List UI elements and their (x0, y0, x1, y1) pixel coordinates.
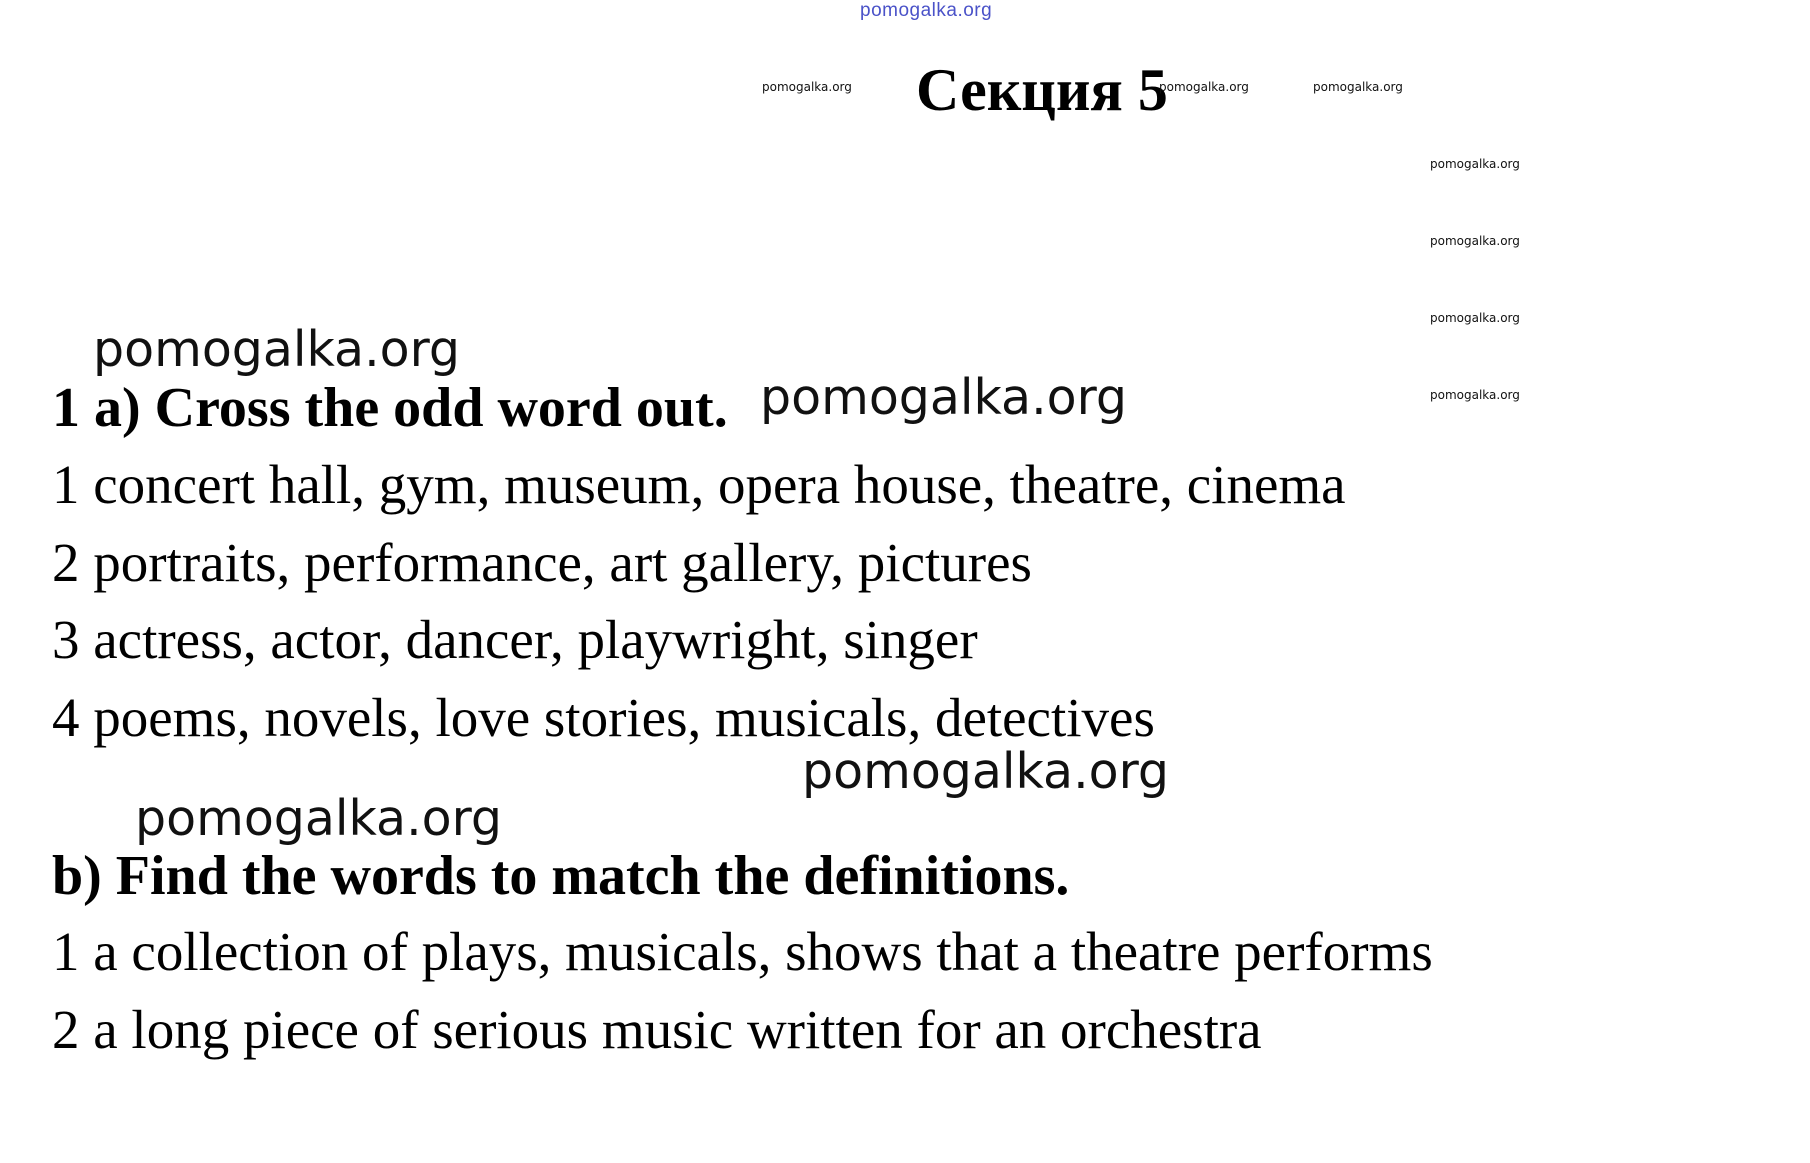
watermark-small: pomogalka.org (1430, 311, 1520, 325)
watermark-large: pomogalka.org (135, 790, 503, 847)
exercise-b-heading: b) Find the words to match the definitions. (52, 845, 1070, 907)
watermark-large: pomogalka.org (760, 369, 1128, 426)
watermark-small: pomogalka.org (762, 80, 852, 94)
site-link[interactable]: pomogalka.org (860, 0, 993, 21)
exercise-a-item: 3 actress, actor, dancer, playwright, singer (52, 609, 978, 670)
watermark-small: pomogalka.org (1313, 80, 1403, 94)
watermark-small: pomogalka.org (1430, 388, 1520, 402)
exercise-b-item: 1 a collection of plays, musicals, shows that a theatre performs (52, 921, 1433, 982)
exercise-a-item: 1 concert hall, gym, museum, opera house, theatre, cinema (52, 454, 1346, 515)
exercise-a-item: 2 portraits, performance, art gallery, pictures (52, 532, 1032, 593)
exercise-b-item: 2 a long piece of serious music written for an orchestra (52, 999, 1262, 1060)
exercise-a-item: 4 poems, novels, love stories, musicals, detectives (52, 687, 1155, 748)
watermark-small: pomogalka.org (1159, 80, 1249, 94)
watermark-large: pomogalka.org (93, 321, 461, 378)
watermark-small: pomogalka.org (1430, 157, 1520, 171)
watermark-small: pomogalka.org (1430, 234, 1520, 248)
exercise-a-heading: 1 a) Cross the odd word out. (52, 377, 728, 439)
watermark-large: pomogalka.org (802, 743, 1170, 800)
page-title: Секция 5 (916, 57, 1168, 123)
